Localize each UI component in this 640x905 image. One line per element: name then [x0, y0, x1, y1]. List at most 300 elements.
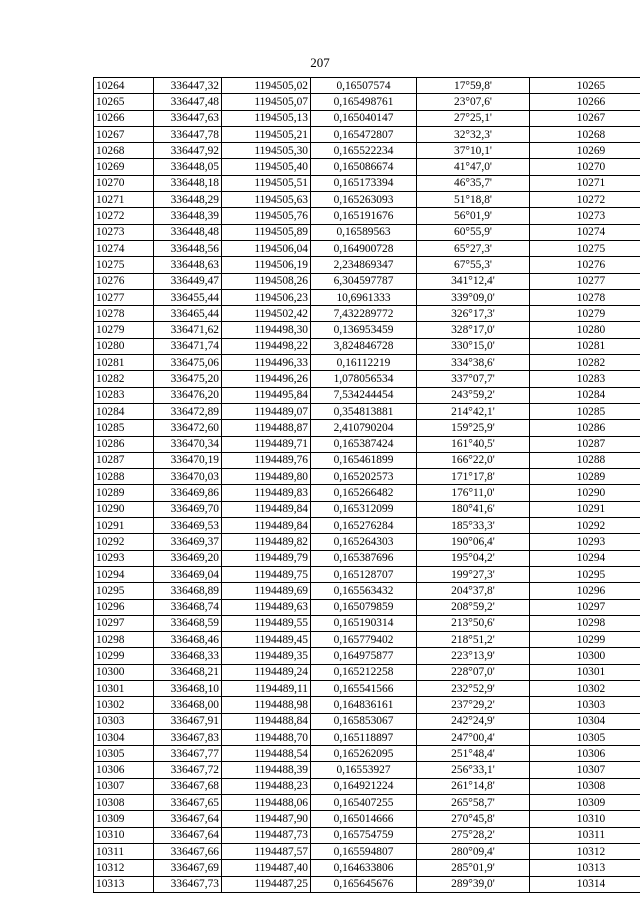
- y-coordinate-cell: 1194505,13: [222, 110, 311, 126]
- distance-cell: 0,165407255: [311, 795, 417, 811]
- x-coordinate-cell: 336467,68: [154, 778, 222, 794]
- y-coordinate-cell: 1194488,39: [222, 762, 311, 778]
- table-row: [94, 436, 640, 452]
- point-to-cell: 10312: [530, 843, 640, 859]
- bearing-cell: 180°41,6': [417, 501, 530, 517]
- point-from-cell: 10308: [94, 795, 154, 811]
- distance-cell: 0,165779402: [311, 632, 417, 648]
- point-from-cell: 10285: [94, 420, 154, 436]
- y-coordinate-cell: 1194489,84: [222, 501, 311, 517]
- point-to-cell: 10298: [530, 615, 640, 631]
- table-row: [94, 355, 640, 371]
- x-coordinate-cell: 336465,44: [154, 306, 222, 322]
- table-row: [94, 550, 640, 566]
- point-to-cell: 10270: [530, 159, 640, 175]
- bearing-cell: 243°59,2': [417, 387, 530, 403]
- y-coordinate-cell: 1194498,30: [222, 322, 311, 338]
- distance-cell: 0,165541566: [311, 680, 417, 696]
- table-row: [94, 615, 640, 631]
- point-to-cell: 10267: [530, 110, 640, 126]
- point-to-cell: 10280: [530, 322, 640, 338]
- point-from-cell: 10298: [94, 632, 154, 648]
- y-coordinate-cell: 1194496,26: [222, 371, 311, 387]
- table-row: [94, 78, 640, 94]
- table-row: [94, 452, 640, 468]
- distance-cell: 0,165212258: [311, 664, 417, 680]
- bearing-cell: 41°47,0': [417, 159, 530, 175]
- x-coordinate-cell: 336447,63: [154, 110, 222, 126]
- distance-cell: 0,165173394: [311, 175, 417, 191]
- distance-cell: 0,165853067: [311, 713, 417, 729]
- distance-cell: 7,534244454: [311, 387, 417, 403]
- point-from-cell: 10294: [94, 566, 154, 582]
- point-from-cell: 10281: [94, 355, 154, 371]
- table-row: [94, 778, 640, 794]
- bearing-cell: 326°17,3': [417, 306, 530, 322]
- x-coordinate-cell: 336469,53: [154, 518, 222, 534]
- coordinates-table: [93, 77, 640, 893]
- point-from-cell: 10312: [94, 860, 154, 876]
- bearing-cell: 223°13,9': [417, 648, 530, 664]
- point-from-cell: 10264: [94, 78, 154, 94]
- distance-cell: 0,165040147: [311, 110, 417, 126]
- x-coordinate-cell: 336467,66: [154, 843, 222, 859]
- point-from-cell: 10283: [94, 387, 154, 403]
- bearing-cell: 65°27,3': [417, 240, 530, 256]
- point-to-cell: 10287: [530, 436, 640, 452]
- point-to-cell: 10297: [530, 599, 640, 615]
- x-coordinate-cell: 336447,78: [154, 126, 222, 142]
- x-coordinate-cell: 336468,74: [154, 599, 222, 615]
- table-row: [94, 240, 640, 256]
- point-from-cell: 10307: [94, 778, 154, 794]
- distance-cell: 0,164836161: [311, 697, 417, 713]
- table-row: [94, 94, 640, 110]
- y-coordinate-cell: 1194505,63: [222, 192, 311, 208]
- bearing-cell: 275°28,2': [417, 827, 530, 843]
- table-row: [94, 501, 640, 517]
- bearing-cell: 161°40,5': [417, 436, 530, 452]
- distance-cell: 0,165472807: [311, 126, 417, 142]
- point-from-cell: 10267: [94, 126, 154, 142]
- y-coordinate-cell: 1194505,40: [222, 159, 311, 175]
- bearing-cell: 270°45,8': [417, 811, 530, 827]
- point-from-cell: 10273: [94, 224, 154, 240]
- point-to-cell: 10266: [530, 94, 640, 110]
- bearing-cell: 218°51,2': [417, 632, 530, 648]
- distance-cell: 0,164975877: [311, 648, 417, 664]
- y-coordinate-cell: 1194506,19: [222, 257, 311, 273]
- point-to-cell: 10313: [530, 860, 640, 876]
- x-coordinate-cell: 336472,89: [154, 403, 222, 419]
- y-coordinate-cell: 1194488,87: [222, 420, 311, 436]
- x-coordinate-cell: 336467,91: [154, 713, 222, 729]
- distance-cell: 0,165086674: [311, 159, 417, 175]
- point-from-cell: 10302: [94, 697, 154, 713]
- x-coordinate-cell: 336468,46: [154, 632, 222, 648]
- y-coordinate-cell: 1194505,51: [222, 175, 311, 191]
- table-row: [94, 762, 640, 778]
- x-coordinate-cell: 336448,48: [154, 224, 222, 240]
- x-coordinate-cell: 336469,70: [154, 501, 222, 517]
- table-row: [94, 208, 640, 224]
- point-from-cell: 10270: [94, 175, 154, 191]
- point-to-cell: 10276: [530, 257, 640, 273]
- point-to-cell: 10291: [530, 501, 640, 517]
- y-coordinate-cell: 1194489,45: [222, 632, 311, 648]
- point-from-cell: 10293: [94, 550, 154, 566]
- bearing-cell: 27°25,1': [417, 110, 530, 126]
- y-coordinate-cell: 1194505,76: [222, 208, 311, 224]
- point-to-cell: 10286: [530, 420, 640, 436]
- bearing-cell: 159°25,9': [417, 420, 530, 436]
- point-to-cell: 10295: [530, 566, 640, 582]
- table-row: [94, 289, 640, 305]
- y-coordinate-cell: 1194489,24: [222, 664, 311, 680]
- point-from-cell: 10276: [94, 273, 154, 289]
- y-coordinate-cell: 1194487,25: [222, 876, 311, 892]
- point-from-cell: 10291: [94, 518, 154, 534]
- point-from-cell: 10265: [94, 94, 154, 110]
- x-coordinate-cell: 336467,83: [154, 729, 222, 745]
- bearing-cell: 334°38,6': [417, 355, 530, 371]
- bearing-cell: 171°17,8': [417, 469, 530, 485]
- distance-cell: 0,165118897: [311, 729, 417, 745]
- bearing-cell: 166°22,0': [417, 452, 530, 468]
- point-from-cell: 10309: [94, 811, 154, 827]
- table-row: [94, 534, 640, 550]
- point-to-cell: 10314: [530, 876, 640, 892]
- point-from-cell: 10292: [94, 534, 154, 550]
- point-from-cell: 10279: [94, 322, 154, 338]
- y-coordinate-cell: 1194487,40: [222, 860, 311, 876]
- x-coordinate-cell: 336447,92: [154, 143, 222, 159]
- y-coordinate-cell: 1194488,06: [222, 795, 311, 811]
- table-row: [94, 811, 640, 827]
- x-coordinate-cell: 336475,06: [154, 355, 222, 371]
- point-from-cell: 10297: [94, 615, 154, 631]
- bearing-cell: 341°12,4': [417, 273, 530, 289]
- point-from-cell: 10277: [94, 289, 154, 305]
- distance-cell: 3,824846728: [311, 338, 417, 354]
- table-row: [94, 322, 640, 338]
- table-row: [94, 729, 640, 745]
- distance-cell: 0,165202573: [311, 469, 417, 485]
- distance-cell: 0,354813881: [311, 403, 417, 419]
- y-coordinate-cell: 1194508,26: [222, 273, 311, 289]
- y-coordinate-cell: 1194488,23: [222, 778, 311, 794]
- x-coordinate-cell: 336448,29: [154, 192, 222, 208]
- point-from-cell: 10282: [94, 371, 154, 387]
- bearing-cell: 23°07,6': [417, 94, 530, 110]
- distance-cell: 0,165263093: [311, 192, 417, 208]
- point-from-cell: 10304: [94, 729, 154, 745]
- x-coordinate-cell: 336475,20: [154, 371, 222, 387]
- point-to-cell: 10269: [530, 143, 640, 159]
- point-to-cell: 10282: [530, 355, 640, 371]
- point-to-cell: 10271: [530, 175, 640, 191]
- x-coordinate-cell: 336469,86: [154, 485, 222, 501]
- point-to-cell: 10289: [530, 469, 640, 485]
- x-coordinate-cell: 336470,03: [154, 469, 222, 485]
- x-coordinate-cell: 336447,32: [154, 78, 222, 94]
- x-coordinate-cell: 336470,19: [154, 452, 222, 468]
- point-to-cell: 10281: [530, 338, 640, 354]
- point-from-cell: 10275: [94, 257, 154, 273]
- bearing-cell: 280°09,4': [417, 843, 530, 859]
- bearing-cell: 328°17,0': [417, 322, 530, 338]
- y-coordinate-cell: 1194488,98: [222, 697, 311, 713]
- x-coordinate-cell: 336468,89: [154, 583, 222, 599]
- point-from-cell: 10305: [94, 746, 154, 762]
- table-row: [94, 599, 640, 615]
- distance-cell: 0,165645676: [311, 876, 417, 892]
- table-row: [94, 746, 640, 762]
- bearing-cell: 261°14,8': [417, 778, 530, 794]
- distance-cell: 0,16589563: [311, 224, 417, 240]
- point-from-cell: 10290: [94, 501, 154, 517]
- table-row: [94, 143, 640, 159]
- bearing-cell: 56°01,9': [417, 208, 530, 224]
- point-from-cell: 10295: [94, 583, 154, 599]
- table-row: [94, 795, 640, 811]
- table-row: [94, 860, 640, 876]
- point-from-cell: 10271: [94, 192, 154, 208]
- y-coordinate-cell: 1194496,33: [222, 355, 311, 371]
- point-from-cell: 10303: [94, 713, 154, 729]
- point-to-cell: 10284: [530, 387, 640, 403]
- x-coordinate-cell: 336447,48: [154, 94, 222, 110]
- point-from-cell: 10268: [94, 143, 154, 159]
- table-row: [94, 224, 640, 240]
- table-row: [94, 485, 640, 501]
- bearing-cell: 237°29,2': [417, 697, 530, 713]
- table-row: [94, 518, 640, 534]
- point-to-cell: 10290: [530, 485, 640, 501]
- bearing-cell: 256°33,1': [417, 762, 530, 778]
- point-to-cell: 10285: [530, 403, 640, 419]
- distance-cell: 0,165014666: [311, 811, 417, 827]
- distance-cell: 0,164633806: [311, 860, 417, 876]
- point-to-cell: 10273: [530, 208, 640, 224]
- distance-cell: 0,16112219: [311, 355, 417, 371]
- point-from-cell: 10274: [94, 240, 154, 256]
- table-row: [94, 566, 640, 582]
- point-to-cell: 10299: [530, 632, 640, 648]
- bearing-cell: 265°58,7': [417, 795, 530, 811]
- table-row: [94, 257, 640, 273]
- x-coordinate-cell: 336448,39: [154, 208, 222, 224]
- bearing-cell: 32°32,3': [417, 126, 530, 142]
- table-row: [94, 583, 640, 599]
- point-from-cell: 10301: [94, 680, 154, 696]
- bearing-cell: 251°48,4': [417, 746, 530, 762]
- table-row: [94, 680, 640, 696]
- point-to-cell: 10310: [530, 811, 640, 827]
- distance-cell: 0,165276284: [311, 518, 417, 534]
- y-coordinate-cell: 1194488,70: [222, 729, 311, 745]
- y-coordinate-cell: 1194489,82: [222, 534, 311, 550]
- bearing-cell: 285°01,9': [417, 860, 530, 876]
- distance-cell: 0,165190314: [311, 615, 417, 631]
- y-coordinate-cell: 1194505,02: [222, 78, 311, 94]
- distance-cell: 2,410790204: [311, 420, 417, 436]
- x-coordinate-cell: 336467,64: [154, 827, 222, 843]
- y-coordinate-cell: 1194498,22: [222, 338, 311, 354]
- bearing-cell: 199°27,3': [417, 566, 530, 582]
- point-from-cell: 10280: [94, 338, 154, 354]
- table-row: [94, 827, 640, 843]
- point-to-cell: 10288: [530, 452, 640, 468]
- x-coordinate-cell: 336467,72: [154, 762, 222, 778]
- coordinates-table-body: [94, 78, 640, 893]
- point-to-cell: 10296: [530, 583, 640, 599]
- y-coordinate-cell: 1194489,83: [222, 485, 311, 501]
- bearing-cell: 214°42,1': [417, 403, 530, 419]
- x-coordinate-cell: 336467,64: [154, 811, 222, 827]
- x-coordinate-cell: 336468,33: [154, 648, 222, 664]
- table-row: [94, 387, 640, 403]
- point-to-cell: 10279: [530, 306, 640, 322]
- y-coordinate-cell: 1194505,07: [222, 94, 311, 110]
- point-to-cell: 10293: [530, 534, 640, 550]
- bearing-cell: 185°33,3': [417, 518, 530, 534]
- table-row: [94, 697, 640, 713]
- point-from-cell: 10278: [94, 306, 154, 322]
- y-coordinate-cell: 1194505,30: [222, 143, 311, 159]
- point-to-cell: 10275: [530, 240, 640, 256]
- distance-cell: 1,078056534: [311, 371, 417, 387]
- table-row: [94, 876, 640, 892]
- y-coordinate-cell: 1194487,90: [222, 811, 311, 827]
- distance-cell: 0,165461899: [311, 452, 417, 468]
- bearing-cell: 208°59,2': [417, 599, 530, 615]
- table-row: [94, 469, 640, 485]
- bearing-cell: 190°06,4': [417, 534, 530, 550]
- point-to-cell: 10300: [530, 648, 640, 664]
- point-to-cell: 10292: [530, 518, 640, 534]
- bearing-cell: 37°10,1': [417, 143, 530, 159]
- y-coordinate-cell: 1194489,07: [222, 403, 311, 419]
- point-to-cell: 10274: [530, 224, 640, 240]
- point-to-cell: 10308: [530, 778, 640, 794]
- bearing-cell: 60°55,9': [417, 224, 530, 240]
- bearing-cell: 337°07,7': [417, 371, 530, 387]
- x-coordinate-cell: 336476,20: [154, 387, 222, 403]
- bearing-cell: 46°35,7': [417, 175, 530, 191]
- point-to-cell: 10303: [530, 697, 640, 713]
- x-coordinate-cell: 336448,18: [154, 175, 222, 191]
- distance-cell: 0,16553927: [311, 762, 417, 778]
- y-coordinate-cell: 1194489,11: [222, 680, 311, 696]
- x-coordinate-cell: 336471,62: [154, 322, 222, 338]
- table-row: [94, 175, 640, 191]
- bearing-cell: 228°07,0': [417, 664, 530, 680]
- y-coordinate-cell: 1194489,76: [222, 452, 311, 468]
- y-coordinate-cell: 1194489,71: [222, 436, 311, 452]
- bearing-cell: 339°09,0': [417, 289, 530, 305]
- y-coordinate-cell: 1194488,84: [222, 713, 311, 729]
- point-to-cell: 10302: [530, 680, 640, 696]
- bearing-cell: 204°37,8': [417, 583, 530, 599]
- distance-cell: 0,164921224: [311, 778, 417, 794]
- y-coordinate-cell: 1194489,55: [222, 615, 311, 631]
- table-row: [94, 273, 640, 289]
- point-from-cell: 10286: [94, 436, 154, 452]
- distance-cell: 0,165563432: [311, 583, 417, 599]
- point-from-cell: 10299: [94, 648, 154, 664]
- y-coordinate-cell: 1194489,84: [222, 518, 311, 534]
- x-coordinate-cell: 336449,47: [154, 273, 222, 289]
- y-coordinate-cell: 1194489,79: [222, 550, 311, 566]
- x-coordinate-cell: 336448,63: [154, 257, 222, 273]
- point-to-cell: 10301: [530, 664, 640, 680]
- bearing-cell: 213°50,6': [417, 615, 530, 631]
- distance-cell: 0,165191676: [311, 208, 417, 224]
- x-coordinate-cell: 336469,37: [154, 534, 222, 550]
- table-row: [94, 126, 640, 142]
- point-to-cell: 10278: [530, 289, 640, 305]
- point-to-cell: 10311: [530, 827, 640, 843]
- point-from-cell: 10288: [94, 469, 154, 485]
- x-coordinate-cell: 336467,73: [154, 876, 222, 892]
- y-coordinate-cell: 1194488,54: [222, 746, 311, 762]
- point-from-cell: 10272: [94, 208, 154, 224]
- bearing-cell: 289°39,0': [417, 876, 530, 892]
- point-to-cell: 10265: [530, 78, 640, 94]
- table-row: [94, 338, 640, 354]
- x-coordinate-cell: 336471,74: [154, 338, 222, 354]
- y-coordinate-cell: 1194505,89: [222, 224, 311, 240]
- x-coordinate-cell: 336467,77: [154, 746, 222, 762]
- point-to-cell: 10283: [530, 371, 640, 387]
- y-coordinate-cell: 1194489,69: [222, 583, 311, 599]
- bearing-cell: 67°55,3': [417, 257, 530, 273]
- y-coordinate-cell: 1194495,84: [222, 387, 311, 403]
- table-row: [94, 713, 640, 729]
- point-to-cell: 10309: [530, 795, 640, 811]
- point-from-cell: 10313: [94, 876, 154, 892]
- point-from-cell: 10310: [94, 827, 154, 843]
- point-to-cell: 10305: [530, 729, 640, 745]
- x-coordinate-cell: 336448,56: [154, 240, 222, 256]
- bearing-cell: 232°52,9': [417, 680, 530, 696]
- bearing-cell: 247°00,4': [417, 729, 530, 745]
- x-coordinate-cell: 336468,21: [154, 664, 222, 680]
- point-from-cell: 10289: [94, 485, 154, 501]
- point-from-cell: 10311: [94, 843, 154, 859]
- point-to-cell: 10277: [530, 273, 640, 289]
- distance-cell: 0,165498761: [311, 94, 417, 110]
- distance-cell: 0,164900728: [311, 240, 417, 256]
- point-to-cell: 10307: [530, 762, 640, 778]
- distance-cell: 0,165594807: [311, 843, 417, 859]
- point-to-cell: 10306: [530, 746, 640, 762]
- y-coordinate-cell: 1194489,63: [222, 599, 311, 615]
- distance-cell: 0,165522234: [311, 143, 417, 159]
- x-coordinate-cell: 336469,04: [154, 566, 222, 582]
- distance-cell: 0,165387696: [311, 550, 417, 566]
- point-to-cell: 10304: [530, 713, 640, 729]
- x-coordinate-cell: 336468,59: [154, 615, 222, 631]
- distance-cell: 0,165312099: [311, 501, 417, 517]
- point-from-cell: 10266: [94, 110, 154, 126]
- table-row: [94, 843, 640, 859]
- y-coordinate-cell: 1194506,23: [222, 289, 311, 305]
- table-row: [94, 192, 640, 208]
- point-from-cell: 10306: [94, 762, 154, 778]
- x-coordinate-cell: 336470,34: [154, 436, 222, 452]
